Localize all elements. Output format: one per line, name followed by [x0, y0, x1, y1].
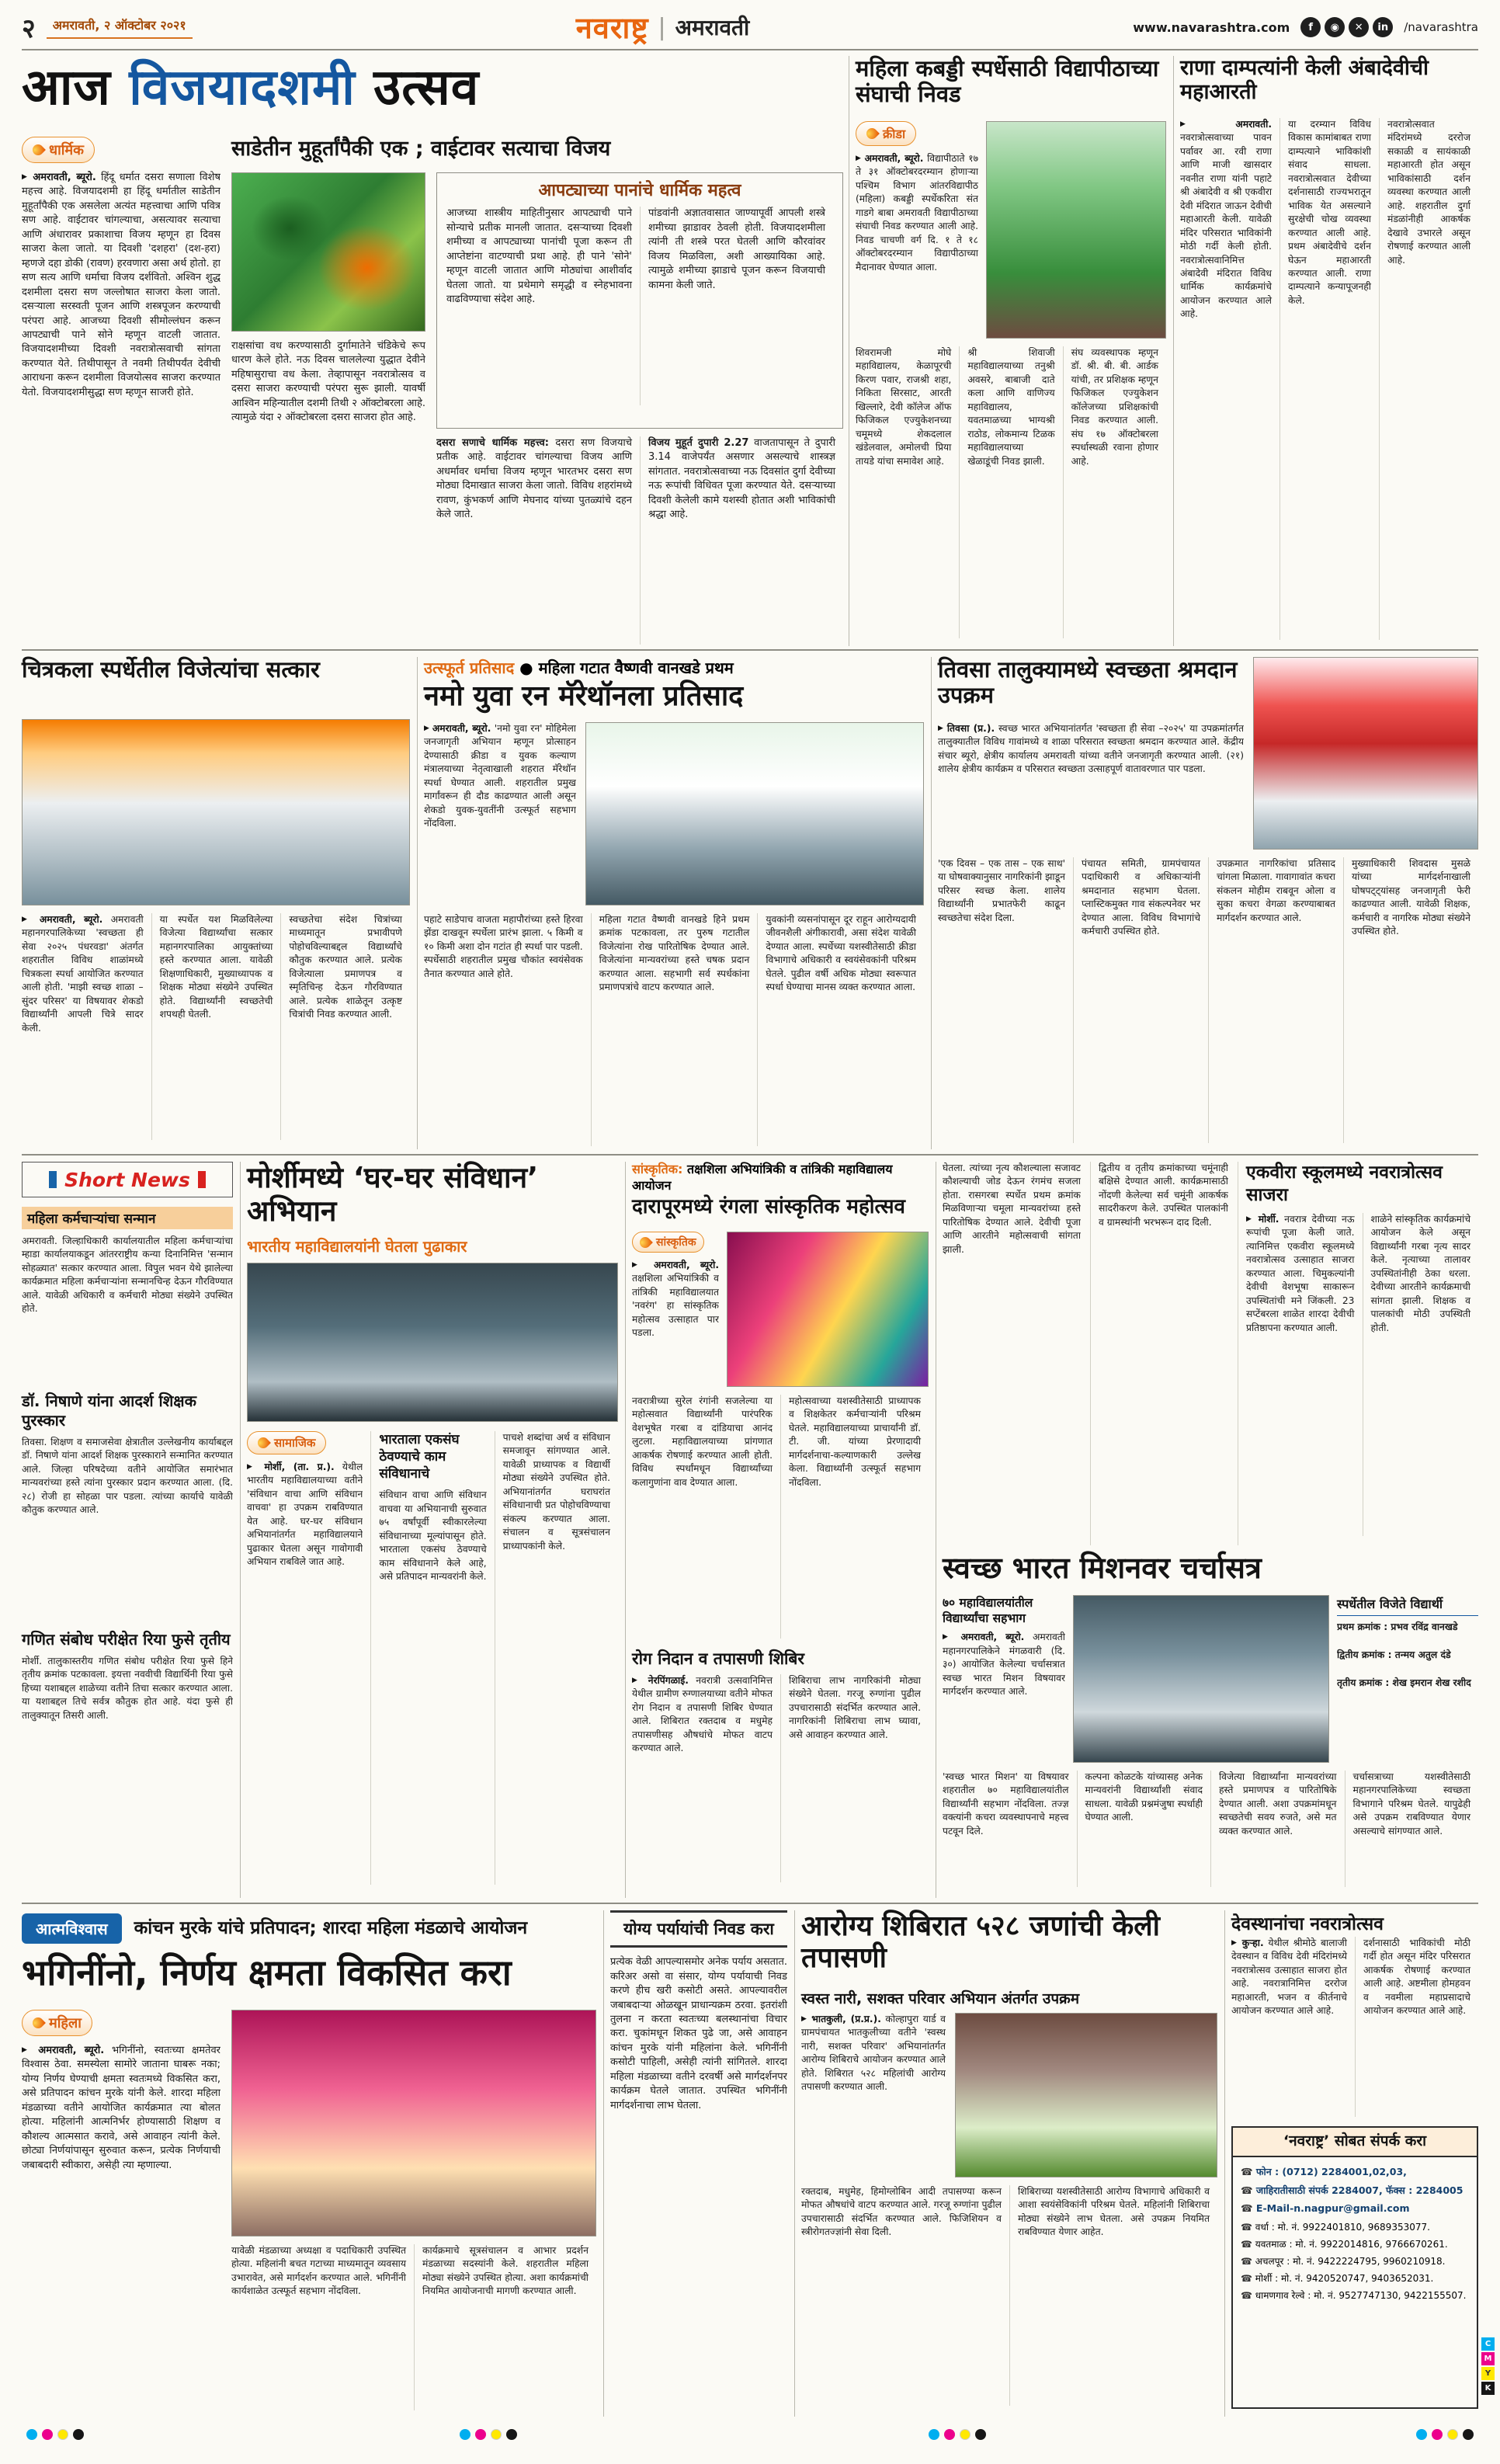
short-item-head: डॉ. निषाणे यांना आदर्श शिक्षक पुरस्कार — [22, 1392, 197, 1430]
badge-label: सांस्कृतिक — [656, 1236, 696, 1249]
article-column: नवरात्रोत्सवात मंदिरांमध्ये दररोज सकाळी व सायंकाळी महाआरती होत असून भाविकांसाठी दर्शन व्यवस्था करण्यात आली आहे. शहरातील दुर्गा मंडळांनीही आकर्षक देखावे उभारले असून रोषणाई करण्यात आली आहे. — [1379, 118, 1478, 640]
byline: ▶ कुऱ्हा. — [1231, 1937, 1264, 1948]
yellow-dot — [57, 2429, 68, 2440]
kicker-orange: सांस्कृतिक: — [632, 1162, 683, 1176]
article-column: महिला गटात वैष्णवी वानखडे हिने प्रथम क्रमांक पटकावला, तर पुरुष गटातील विजेत्यांना रोख पारितोषिक देण्यात आले. विजेत्यांना मान्यवरांच्या हस्ते चषक प्रदान करण्यात आला. सहभागी सर्व स्पर्धकांना प्रमाणपत्रांचे वाटप करण्यात आले. — [591, 913, 758, 1146]
short-news-header — [22, 1162, 233, 1197]
short-item-body: अमरावती. जिल्हाधिकारी कार्यालयातील महिला कर्मचाऱ्यांचा म्हाडा कार्यालयाकडून आंतरराष्ट्रीय कन्या दिनानिमित्त 'सन्मान सोहळ्यात' सत्कार करण्यात आला. विपुल भवन येथे झालेल्या कार्यक्रमात महिला कर्मचाऱ्यांना सन्मानचिन्ह देऊन गौरविण्यात आले. यावेळी अधिकारी व कर्मचारी मोठ्या संख्येने उपस्थित होते. — [22, 1235, 233, 1315]
article-column: शिबिराचा लाभ नागरिकांनी मोठ्या संख्येने घेतला. गरजू रुग्णांना पुढील उपचारासाठी संदर्भित करण्यात आले. नागरिकांनी शिबिराचा लाभ घ्यावा, असे आवाहन करण्यात आले. — [780, 1674, 929, 1882]
article-column — [436, 436, 640, 645]
article-text: नवरात्री उत्सवानिमित्त येथील ग्रामीण रुग्णालयाच्या वतीने मोफत रोग निदान व तपासणी शिबिर घेण्यात आले. शिबिरात रक्तदाब व मधुमेह तपासणीसह औषधांचे मोफत वाटप करण्यात आले. — [632, 1675, 773, 1754]
contact-line: ☎ अचलपूर : मो. नं. 9422224795, 9960210918. — [1241, 2254, 1469, 2268]
winner-line: तृतीय क्रमांक : शेख इमरान शेख रशीद — [1337, 1677, 1471, 1688]
short-item-body: मोर्शी. तालुकास्तरीय गणित संबोध परीक्षेत रिया फुसे हिने तृतीय क्रमांक पटकावला. इयत्ता नववीची विद्यार्थिनी रिया फुसे हिच्या यशाबद्दल शाळेच्या वतीने तिचा सत्कार करण्यात आला. या यशाबद्दल तिचे सर्वत्र कौतुक होत आहे. यंदा फुसे ही तालुक्यातून तिसरी आली. — [22, 1656, 233, 1721]
website-url[interactable]: www.navarashtra.com — [1133, 19, 1290, 35]
article-text: नवरात्र देवीच्या नऊ रूपांची पूजा केली जाते. त्यानिमित्त एकवीरा स्कूलमध्ये नवरात्रोत्सव उत्साहात साजरा करण्यात आला. चिमुकल्यांनी देवीची वेशभूषा साकारून उपस्थितांची मने जिंकली. 23 सप्टेंबरला शाळेत शारदा देवीची प्रतिष्ठापना करण्यात आली. — [1246, 1214, 1355, 1333]
registration-marks-midright — [929, 2429, 986, 2440]
short-news-item — [22, 1630, 233, 1826]
page-number: २ — [22, 13, 36, 44]
article-headline: नमो युवा रन मॅरेथॉनला प्रतिसाद — [424, 680, 744, 712]
winners-title: स्पर्धेतील विजेते विद्यार्थी — [1337, 1595, 1478, 1616]
article-column: उपक्रमात नागरिकांचा प्रतिसाद चांगला मिळाला. गावागावांत कचरा संकलन मोहीम राबवून ओला व सुका कचरा वेगळा करण्याबाबत मार्गदर्शन करण्यात आले. — [1208, 857, 1343, 1143]
article-chitrakala — [22, 657, 410, 1149]
article-kabaddi — [856, 56, 1166, 646]
contact-line: ☎ जाहिरातीसाठी संपर्क 2284007, फॅक्स : 2284005 — [1241, 2184, 1469, 2198]
article-column: पाचशे शब्दांचा अर्थ व संविधान समजावून सांगण्यात आले. यावेळी प्राध्यापक व विद्यार्थी मोठ्या संख्येने उपस्थित होते. अभियानांतर्गत घराघरांत संविधानाची प्रत पोहोचविण्याचा संकल्प करण्यात आला. संचालन व सूत्रसंचालन प्राध्यापकांनी केले. — [495, 1431, 618, 1885]
article-text: दसरा सण विजयाचे प्रतीक आहे. वाईटावर चांगल्याचा विजय आणि अधर्मावर धर्माचा विजय म्हणून भारतभर दसरा सण मोठ्या दिमाखात साजरा केला जातो. विविध शहरांमध्ये रावण, कुंभकर्ण आणि मेघनाद यांच्या पुतळ्यांचे दहन केले जाते. — [436, 437, 632, 521]
contact-line: ☎ फोन : (0712) 2284001,02,03, — [1241, 2165, 1469, 2180]
flame-icon — [255, 1435, 271, 1451]
column-rule — [417, 657, 418, 1149]
photo-bhagini-gathering — [231, 2010, 596, 2236]
article-rana — [1180, 56, 1478, 646]
article-headline: आरोग्य शिबिरात ५२८ जणांची केली तपासणी — [801, 1910, 1161, 1975]
arogya-intro-col — [801, 2013, 946, 2177]
article-subhead: स्वस्त नारी, सशक्त परिवार अभियान अंतर्गत उपक्रम — [801, 1990, 1080, 2007]
article-headline: भगिनींनो, निर्णय क्षमता विकसित करा — [22, 1951, 512, 1993]
article-text: तक्षशिला अभियांत्रिकी व तांत्रिकी महाविद्यालयात 'नवरंग' हा सांस्कृतिक महोत्सव उत्साहात पार पडला. — [632, 1273, 719, 1339]
article-darapur — [632, 1162, 929, 1898]
badge-dharmik — [22, 137, 95, 163]
masthead — [576, 7, 750, 47]
short-item-head: महिला कर्मचाऱ्यांचा सन्मान — [22, 1207, 233, 1229]
magenta-dot — [475, 2429, 486, 2440]
article-column: या दरम्यान विविध विकास कामांबाबत राणा दाम्पत्याने भाविकांशी संवाद साधला. नवरात्रोत्सवात देवीच्या दर्शनासाठी राज्यभरातून भाविक येत असल्याने सुरक्षेची चोख व्यवस्था करण्यात आली आहे. प्रथम अंबादेवीचे दर्शन घेऊन महाआरती करण्यात आली. राणा दाम्पत्याने कन्यापूजनही केले. — [1280, 118, 1379, 640]
yellow-dot — [960, 2429, 970, 2440]
band-rule — [22, 1154, 1478, 1156]
article-column — [632, 1674, 780, 1882]
article-column: पहाटे साडेपाच वाजता महापौरांच्या हस्ते हिरवा झेंडा दाखवून स्पर्धेला प्रारंभ झाला. ५ किमी व १० किमी अशा दोन गटांत ही स्पर्धा पार पडली. स्पर्धेसाठी शहरातील प्रमुख चौकांत स्वयंसेवक तैनात करण्यात आले होते. — [424, 914, 583, 979]
byline: ▶ अमरावती, ब्यूरो. — [424, 723, 491, 734]
magenta-dot — [42, 2429, 53, 2440]
flame-icon — [30, 2015, 46, 2031]
headline-part-pre: आज — [22, 59, 130, 116]
article-text: कोल्हापुरा यार्ड व ग्रामपंचायत भातकुलीच्या वतीने 'स्वस्थ नारी, सशक्त परिवार' अभियानांतर्गत आरोग्य शिबिराचे आयोजन करण्यात आले होते. शिबिरात ५२८ महिलांची आरोग्य तपासणी करण्यात आली. — [801, 2014, 946, 2093]
contact-line: ☎ धामणगाव रेल्वे : मो. नं. 9527747130, 9422155507. — [1241, 2288, 1469, 2302]
kicker — [632, 1162, 929, 1196]
band3-right — [943, 1162, 1478, 1898]
article-text: अमरावती महानगरपालिकेने मंगळवारी (दि. ३०) आयोजित केलेल्या चर्चासत्रात स्वच्छ भारत मिशन विषयावर मार्गदर्शन करण्यात आले. — [943, 1632, 1065, 1698]
vijayadashami-col-b — [231, 172, 425, 645]
magenta-dot — [1432, 2429, 1443, 2440]
magenta-dot — [944, 2429, 955, 2440]
article-text: राक्षसांचा वध करण्यासाठी दुर्गामातेने चंडिकेचे रूप धारण केले होते. नऊ दिवस चाललेल्या युद्धात देवीने महिषासुराचा वध केला. तेव्हापासून नवरात्रोत्सव व दसरा साजरा करण्याची परंपरा सुरू झाली. यावर्षी आश्विन महिन्यातील दशमी तिथी २ ऑक्टोबरला आहे. त्यामुळे यंदा २ ऑक्टोबरला दसरा साजरा होत आहे. — [231, 340, 425, 424]
brand-logo: नवराष्ट्र — [575, 11, 649, 45]
linkedin-icon[interactable]: in — [1373, 17, 1393, 37]
headline-part-post: उत्सव — [355, 59, 480, 116]
article-text: विद्यापीठाते १७ ते ३१ ऑक्टोबरदरम्यान होणाऱ्या पश्चिम विभाग आंतरविद्यापीठ (महिला) कबड्डी स्पर्धेकरिता संत गाडगे बाबा अमरावती विद्यापीठाच्या संघाची निवड करण्यात आली आहे. निवड चाचणी वर्ग दि. १ ते १८ ऑक्टोबरदरम्यान विद्यापीठाच्या मैदानावर घेण्यात आला. — [856, 153, 978, 273]
band-rule — [22, 1903, 1478, 1904]
cmyk-c-swatch: C — [1481, 2337, 1495, 2351]
bhagini-col-a — [22, 2010, 220, 2410]
article-column: दर्शनासाठी भाविकांची मोठी गर्दी होत असून मंदिर परिसरात आकर्षक रोषणाई करण्यात आली आहे. अष्टमीला होमहवन व नवमीला महाप्रसादाचे आयोजन करण्यात आले आहे. — [1355, 1937, 1478, 2117]
photo-swachh-seminar — [1073, 1595, 1329, 1763]
article-column: पंचायत समिती, ग्रामपंचायत पदाधिकारी व अधिकाऱ्यांनी श्रमदानात सहभाग घेतला. प्लास्टिकमुक्त गाव संकल्पनेवर भर देण्यात आला. विविध विभागांचे कर्मचारी उपस्थित होते. — [1073, 857, 1208, 1143]
article-column — [640, 436, 843, 645]
article-column: शिबिराच्या यशस्वीतेसाठी आरोग्य विभागाचे अधिकारी व आशा स्वयंसेविकांनी परिश्रम घेतले. महिलांनी शिबिराचा मोठ्या संख्येने लाभ घेतला. असे उपक्रम नियमित राबविण्यात येणार आहेत. — [1009, 2185, 1217, 2406]
short-news-item — [22, 1392, 233, 1619]
byline: ▶ अमरावती, ब्यूरो. — [22, 172, 96, 183]
page-header — [22, 8, 1478, 47]
flame-icon — [637, 1235, 653, 1250]
vijayadashami-col-cd — [436, 172, 843, 645]
article-column: 'स्वच्छ भारत मिशन' या विषयावर शहरातील ७० महाविद्यालयांतील विद्यार्थ्यांनी सहभाग नोंदविला. तज्ज्ञ वक्त्यांनी कचरा व्यवस्थापनाचे महत्त्व पटवून दिले. — [943, 1771, 1069, 1837]
article-column: स्वच्छतेचा संदेश चित्रांच्या माध्यमातून प्रभावीपणे पोहोचविल्याबद्दल विद्यार्थ्यांचे कौतुक करण्यात आले. प्रत्येक विजेत्याला प्रमाणपत्र व स्मृतिचिन्ह देऊन गौरविण्यात आले. प्रत्येक शाळेतून उत्कृष्ट चित्रांची निवड करण्यात आली. — [280, 913, 410, 1140]
flame-icon — [864, 126, 880, 141]
article-column — [247, 1431, 370, 1885]
byline: ▶ मोर्शी, (ता. प्र.). — [247, 1461, 335, 1472]
black-dot — [506, 2429, 517, 2440]
column-rule — [1173, 56, 1174, 646]
black-dot — [1463, 2429, 1474, 2440]
cyan-dot — [929, 2429, 939, 2440]
article-column: श्री शिवाजी महाविद्यालयाच्या तनुश्री अवसरे, बाबाजी दाते कला आणि वाणिज्य महाविद्यालय, यवतमाळच्या भाग्यश्री राठोड, लोकमान्य टिळक महाविद्यालयाच्या खेळाडूंची निवड झाली. — [959, 346, 1062, 638]
article-text: येथील श्रीमोठे बालाजी देवस्थान व विविध देवी मंदिरांमध्ये नवरात्रोत्सव उत्साहात साजरा होत आहे. नवरात्रानिमित्त दररोज महाआरती, भजन व कीर्तनाचे आयोजन करण्यात आले आहे. — [1231, 1937, 1347, 2017]
darapur-continuation-column: द्वितीय व तृतीय क्रमांकाच्या चमूंनाही बक्षिसे देण्यात आली. कार्यक्रमासाठी नोंदणी केलेल्या सर्व चमूंनी आकर्षक सादरीकरण केले. उपस्थित पालकांनी व ग्रामस्थांनी भरभरून दाद दिली. — [1090, 1162, 1228, 1545]
kicker-black: तक्षशिला अभियांत्रिकी व तांत्रिकी महाविद्यालय आयोजन — [632, 1162, 893, 1193]
byline: ▶ भातकुली, (प्र.प्र.). — [801, 2014, 881, 2024]
subheadline: साडेतीन मुहूर्तांपैकी एक ; वाईटावर सत्याचा विजय — [231, 137, 611, 161]
winner-line: प्रथम क्रमांक : प्रभव रविंद्र वानखडे — [1337, 1621, 1458, 1632]
article-subhead: ७० महाविद्यालयांतील विद्यार्थ्यांचा सहभाग — [943, 1596, 1033, 1626]
article-subhead: भारतीय महाविद्यालयांनी घेतला पुढाकार — [247, 1237, 467, 1256]
byline: ▶ मोर्शी. — [1246, 1214, 1279, 1225]
box-column: आजच्या शास्त्रीय माहितीनुसार आपट्याची पाने सोन्याचे प्रतीक मानली जातात. दसऱ्याच्या दिवशी शमीच्या व आपट्याच्या पानांची पूजा करून ती आप्तेष्टांना वाटण्याची प्रथा आहे. ही पाने 'सोने' म्हणून वाटली जातात आणि मोठ्यांचा आशीर्वाद घेतला जातो. या प्रथेमागे समृद्धी व स्नेहभावना वाढविण्याचा संदेश आहे. — [446, 207, 632, 306]
darapur-badge-col — [632, 1232, 719, 1387]
article-column: शाळेने सांस्कृतिक कार्यक्रमांचे आयोजन केले असून विद्यार्थ्यांनी गरबा नृत्य सादर केले. नृत्याच्या तालावर उपस्थितांनीही ठेका धरला. देवीच्या आरतीने कार्यक्रमाची सांगता झाली. शिक्षक व पालकांची मोठी उपस्थिती होती. — [1363, 1213, 1479, 1536]
byline: ▶ अमरावती. — [1180, 119, 1272, 130]
byline: ▶ अमरावती, ब्यूरो. — [856, 153, 923, 164]
article-ekvira — [1238, 1162, 1478, 1545]
short-news-item — [22, 1207, 233, 1381]
article-text: येथील भारतीय महाविद्यालयाच्या वतीने 'संविधान वाचा आणि संविधान वाचवा' हा उपक्रम राबविण्यात येत आहे. घर-घर संविधान अभियानांतर्गत महाविद्यालयाने पुढाकार घेतला असून गावोगावी अभियान राबविले जात आहे. — [247, 1461, 363, 1568]
social-handle[interactable]: /navarashtra — [1404, 20, 1478, 34]
photo-chitrakala-felicitation — [22, 719, 410, 905]
contact-line[interactable]: ☎ E-Mail-n.nagpur@gmail.com — [1241, 2202, 1469, 2216]
badge-label: क्रीडा — [883, 127, 906, 141]
byline: ▶ अमरावती, ब्यूरो. — [22, 914, 102, 925]
badge-mahila — [22, 2010, 92, 2036]
article-column: नवरात्रीच्या सुरेल रंगांनी सजलेल्या या महोत्सवात विद्यार्थ्यांनी पारंपरिक वेशभूषेत गरबा व दांडियाचा आनंद लुटला. महाविद्यालयाच्या प्रांगणात आकर्षक रोषणाई करण्यात आली होती. विविध स्पर्धांमधून विद्यार्थ्यांच्या कलागुणांना वाव देण्यात आला. — [632, 1395, 773, 1488]
byline: ▶ अमरावती, ब्यूरो. — [943, 1632, 1024, 1642]
cmyk-k-swatch: K — [1481, 2382, 1495, 2395]
article-text: स्वच्छ भारत अभियानांतर्गत 'स्वच्छता ही सेवा –२०२५' या उपक्रमांतर्गत तालुक्यातील विविध गावांमध्ये व शाळा परिसरात स्वच्छता श्रमदान करण्यात आले. केंद्रीय संचार ब्यूरो, क्षेत्रीय कार्यालय अमरावती यांच्या वतीने जनजागृती करण्यात आली. (२१) शालेय क्षेत्रीय कार्यक्रम व परिसरात स्वच्छता उत्साहपूर्ण वातावरणात पार पडला. — [938, 723, 1244, 775]
article-headline: रोग निदान व तपासणी शिबिर — [632, 1649, 805, 1668]
photo-namo-run-group — [585, 722, 924, 905]
box-title: आपट्याच्या पानांचे धार्मिक महत्व — [538, 181, 741, 200]
article-column: मुख्याधिकारी शिवदास मुसळे यांच्या मार्गदर्शनाखाली घोषपट्ट्यांसह जनजागृती फेरी काढण्यात आली. यावेळी शिक्षक, कर्मचारी व नागरिक मोठ्या संख्येने उपस्थित होते. — [1343, 857, 1478, 1143]
short-item-head: गणित संबोध परीक्षेत रिया फुसे तृतीय — [22, 1630, 231, 1649]
article-headline: एकवीरा स्कूलमध्ये नवरात्रोत्सव साजरा — [1246, 1162, 1443, 1205]
bhagini-right — [231, 2010, 596, 2410]
registration-marks-right — [1416, 2429, 1474, 2440]
cmyk-y-swatch: Y — [1481, 2367, 1495, 2380]
contact-title: ‘नवराष्ट्र’ सोबत संपर्क करा — [1233, 2128, 1477, 2157]
short-news-title: Short News — [64, 1168, 190, 1191]
badge-krida — [856, 121, 916, 146]
column-rule — [603, 1910, 604, 2417]
article-column: चर्चासत्राच्या यशस्वीतेसाठी महानगरपालिकेच्या स्वच्छता विभागाने परिश्रम घेतले. यापुढेही असे उपक्रम राबविण्यात येणार असल्याचे सांगण्यात आले. — [1345, 1771, 1479, 1887]
article-text: प्रत्येक वेळी आपल्यासमोर अनेक पर्याय असतात. करिअर असो वा संसार, योग्य पर्यायाची निवड करणे हीच खरी कसोटी असते. आपल्यावरील जबाबदाऱ्या ओळखून प्राधान्यक्रम ठरवा. इतरांशी तुलना न करता स्वतःच्या बलस्थानांचा विचार करा. चुकांमधून शिकत पुढे जा, असे आवाहन कांचन मुरके यांनी महिलांना केले. भगिनींनी कसोटी पाहिली, असेही त्यांनी सांगितले. शारदा महिला मंडळाच्या वतीने दरवर्षी असे मार्गदर्शनपर कार्यक्रम घेतले जातात. उपस्थित भगिनींनी मार्गदर्शनाचा लाभ घेतला. — [610, 1956, 787, 2111]
article-column: विजेत्या विद्यार्थ्यांना मान्यवरांच्या हस्ते प्रमाणपत्र व पारितोषिके देण्यात आली. अशा उपक्रमांमधून स्वच्छतेची सवय रुजते, असे मत व्यक्त करण्यात आले. — [1210, 1771, 1345, 1887]
lead-in: विजय मुहूर्त दुपारी 2.27 — [648, 437, 749, 449]
photo-arogya-camp — [955, 2013, 1217, 2177]
yellow-dot — [1447, 2429, 1458, 2440]
badge-sanskrutik — [632, 1232, 704, 1253]
contact-box — [1231, 2126, 1478, 2409]
cmyk-strip — [1481, 2337, 1495, 2395]
masthead-divider: | — [658, 13, 666, 41]
darapur-continuation-column: घेतला. त्यांच्या नृत्य कौशल्याला सजावट कौशल्याची जोड देऊन रंगमंच सजला होता. रासगरबा स्पर्धेत प्रथम क्रमांक मिळविणाऱ्या चमूला मान्यवरांच्या हस्ते पारितोषिक देण्यात आले. देवीची पूजा आणि आरतीने महोत्सवाची सांगता झाली. — [943, 1162, 1081, 1255]
accent-bar — [49, 1171, 57, 1188]
black-dot — [73, 2429, 84, 2440]
black-dot — [975, 2429, 986, 2440]
article-rog-nidan — [632, 1648, 929, 1882]
column-rule — [931, 657, 932, 1149]
article-headline: दारापूरमध्ये रंगला सांस्कृतिक महोत्सव — [632, 1195, 905, 1218]
article-text: संविधान वाचा आणि संविधान वाचवा या अभियानाची सुरुवात ७५ वर्षांपूर्वी स्वीकारलेल्या संविधानाच्या मूल्यांपासून होते. भारताला एकसंघ ठेवण्याचे काम संविधानाने केले आहे, असे प्रतिपादन मान्यवरांनी केले. — [379, 1489, 487, 1582]
column-rule — [240, 1162, 241, 1898]
inner-headline: भारताला एकसंघ ठेवण्याचे काम संविधानाचे — [379, 1432, 460, 1482]
photo-kabaddi-gate — [986, 121, 1166, 339]
byline: ▶ नेरपिंगळाई. — [632, 1675, 689, 1686]
contact-line: ☎ वर्धा : मो. नं. 9922401810, 9689353077. — [1241, 2220, 1469, 2233]
article-headline: तिवसा तालुक्यामध्ये स्वच्छता श्रमदान उपक्रम — [938, 656, 1238, 709]
article-text: नवरात्रोत्सवाच्या पावन पर्वावर आ. रवी राणा आणि माजी खासदार नवनीत राणा यांनी पहाटे श्री अंबादेवी व श्री एकवीरा देवी मंदिरात जाऊन देवीची महाआरती केली. यावेळी मंदिर परिसरात भाविकांनी मोठी गर्दी केली होती. नवरात्रोत्सवानिमित्त अंबादेवी मंदिरात विविध धार्मिक कार्यक्रमांचे आयोजन करण्यात आले आहे. — [1180, 132, 1272, 320]
photo-tivasa-shramdan — [1253, 657, 1478, 850]
article-namo-run — [424, 657, 924, 1149]
box-column: पांडवांनी अज्ञातवासात जाण्यापूर्वी आपली शस्त्रे शमीच्या झाडावर ठेवली होती. विजयादशमीला त्यांनी ती शस्त्रे परत घेतली आणि कौरवांवर विजय मिळविला, अशी आख्यायिका आहे. त्यामुळे शमीच्या झाडाचे पूजन करून विजयाची कामना केली जाते. — [640, 207, 833, 405]
tivasa-left — [938, 657, 1244, 850]
article-text: हिंदू धर्मात दसरा सणाला विशेष महत्त्व आहे. विजयादशमी हा हिंदू धर्मातील साडेतीन मुहूर्तांपैकी एक असलेला अत्यंत महत्त्वाचा आणि पवित्र सण आहे. वाईटावर चांगल्याचा, असत्यावर सत्याचा आणि अंधारावर प्रकाशाचा विजय म्हणून हा दिवस साजरा केला जातो. या दिवशी 'दशहरा' (दश-हरा) म्हणजे दहा डोकी (रावण) हरवणारा असा अर्थ होतो. हा सण सत्य आणि धर्माचा विजय दर्शवितो. अश्विन शुद्ध दशमीला दसरा सण जल्लोषात साजरा केला जातो. दसऱ्याला सरस्वती पूजन आणि शस्त्रपूजन करण्याची परंपरा आहे. आजच्या दिवशी सीमोल्लंघन करून आपट्याची पाने सोने म्हणून वाटली जातात. विजयादशमीच्या दिवशी नवरात्रोत्सवाची सांगता करण्यात येते. तिथीपासून ते नवमी तिथीपर्यंत देवीची आराधना करून दशमीला विजयोत्सव साजरा करण्यात येतो. विजयादशमीसुद्धा सण म्हणून साजरी होते. — [22, 172, 220, 398]
article-headline: स्वच्छ भारत मिशनवर चर्चासत्र — [943, 1551, 1262, 1585]
social-icons — [1300, 17, 1393, 37]
kicker — [424, 657, 924, 680]
article-yogya — [610, 1910, 787, 2417]
article-column: रक्तदाब, मधुमेह, हिमोग्लोबिन आदी तपासण्या करून मोफत औषधांचे वाटप करण्यात आले. गरजू रुग्णांना पुढील उपचारासाठी संदर्भित करण्यात आले. फिजिशियन व स्त्रीरोगतज्ज्ञांनी सेवा दिली. — [801, 2186, 1002, 2238]
badge-label: सामाजिक — [274, 1436, 316, 1450]
kicker: कांचन मुरके यांचे प्रतिपादन; शारदा महिला मंडळाचे आयोजन — [134, 1917, 528, 1938]
badge-atmavishwas: आत्मविश्वास — [22, 1913, 122, 1944]
namo-intro-col — [424, 722, 576, 905]
article-column — [22, 913, 151, 1140]
band-rule — [22, 649, 1478, 651]
article-text: भगिनींनो, स्वतःच्या क्षमतेवर विश्वास ठेवा. समस्येला सामोरे जाताना घाबरू नका; योग्य निर्णय घेण्याची क्षमता स्वतःमध्ये विकसित करा, असे प्रतिपादन कांचन मुरके यांनी केले. शारदा महिला मंडळाच्या वतीने आयोजित कार्यक्रमात त्या बोलत होत्या. महिलांनी आत्मनिर्भर होण्यासाठी शिक्षण व कौशल्य आत्मसात करावे, असे आवाहन त्यांनी केले. छोट्या निर्णयांपासून सुरुवात करून, प्रत्येक निर्णयाची जबाबदारी स्वीकारा, असेही त्या म्हणाल्या. — [22, 2045, 220, 2171]
article-headline: देवस्थानांचा नवरात्रोत्सव — [1231, 1914, 1384, 1934]
article-column: यावेळी मंडळाच्या अध्यक्षा व पदाधिकारी उपस्थित होत्या. महिलांनी बचत गटाच्या माध्यमातून व्यवसाय उभारावेत, असे मार्गदर्शन करण्यात आले. भगिनींनी कार्यशाळेत उत्स्फूर्त सहभाग नोंदविला. — [231, 2245, 406, 2297]
article-vijayadashami — [22, 137, 843, 645]
lead-in: दसरा सणाचे धार्मिक महत्त्व: — [436, 437, 549, 449]
registration-marks-left — [26, 2429, 84, 2440]
cyan-dot — [460, 2429, 470, 2440]
article-swachh-mission — [943, 1552, 1478, 1887]
badge-label: धार्मिक — [49, 142, 84, 158]
header-rule — [22, 49, 1478, 50]
byline: ▶ अमरावती, ब्यूरो. — [632, 1260, 719, 1270]
kabaddi-intro-col — [856, 121, 978, 339]
brand-edition: अमरावती — [675, 15, 750, 40]
lead-headline — [22, 56, 843, 130]
page-date: अमरावती, २ ऑक्टोबर २०२१ — [47, 16, 193, 39]
badge-samajik — [247, 1431, 326, 1454]
contact-line: ☎ यवतमाळ : मो. नं. 9922014816, 9766670261. — [1241, 2237, 1469, 2250]
short-news-column — [22, 1162, 233, 1898]
x-icon[interactable]: ✕ — [1349, 17, 1369, 37]
article-tivasa — [938, 657, 1478, 1149]
kicker-orange: उत्स्फूर्त प्रतिसाद — [424, 659, 515, 677]
article-headline: चित्रकला स्पर्धेतील विजेत्यांचा सत्कार — [22, 656, 320, 683]
article-bhagini — [22, 1910, 596, 2417]
article-headline: योग्य पर्यायांची निवड करा — [610, 1910, 787, 1948]
band4-right — [1231, 1910, 1478, 2417]
article-column — [1180, 118, 1280, 640]
contact-line: ☎ मोर्शी : मो. नं. 9420520747, 9403652031. — [1241, 2271, 1469, 2285]
article-column — [1246, 1213, 1363, 1536]
instagram-icon[interactable]: ◉ — [1325, 17, 1345, 37]
yellow-dot — [491, 2429, 502, 2440]
byline: ▶ अमरावती, ब्यूरो. — [22, 2045, 104, 2056]
article-column: संघ व्यवस्थापक म्हणून डॉ. श्री. बी. बी. आर्डक यांची, तर प्रशिक्षक म्हणून फिजिकल एज्युकेशन कॉलेजच्या प्रशिक्षकांची निवड करण्यात आली. संघ १७ ऑक्टोबरला स्पर्धास्थळी रवाना होणार आहे. — [1063, 346, 1166, 638]
column-rule — [625, 1162, 626, 1898]
photo-morshi-classroom — [247, 1263, 618, 1422]
flame-icon — [30, 142, 46, 158]
article-column — [370, 1431, 494, 1885]
article-arogya — [801, 1910, 1217, 2417]
article-column — [1231, 1937, 1355, 2117]
cyan-dot — [1416, 2429, 1427, 2440]
photo-vijayadashami-parrot — [231, 172, 425, 332]
headline-part-main: विजयादशमी — [129, 59, 356, 116]
column-rule — [1224, 1910, 1225, 2417]
apta-leaves-box — [436, 172, 843, 429]
swachh-winners — [1337, 1595, 1478, 1763]
facebook-icon[interactable]: f — [1300, 17, 1321, 37]
registration-marks-midleft — [460, 2429, 517, 2440]
column-rule — [794, 1910, 795, 2417]
article-headline: राणा दाम्पत्यांनी केली अंबादेवीची महाआरती — [1180, 56, 1429, 105]
cyan-dot — [26, 2429, 37, 2440]
article-column: महोत्सवाच्या यशस्वीतेसाठी प्राध्यापक व शिक्षकेतर कर्मचाऱ्यांनी परिश्रम घेतले. महाविद्यालयाच्या प्राचार्यांनी डॉ. टी. जी. यांच्या प्रेरणादायी मार्गदर्शनाचा-कल्याणकारी उल्लेख केला. विद्यार्थ्यांनी उत्स्फूर्त सहभाग नोंदविला. — [780, 1395, 929, 1639]
article-morshi-samvidhan — [247, 1162, 618, 1898]
photo-darapur-dance — [727, 1232, 929, 1387]
article-column: या स्पर्धेत यश मिळविलेल्या विजेत्या विद्यार्थ्यांचा सत्कार महानगरपालिका आयुक्तांच्या हस्ते करण्यात आला. यावेळी शिक्षणाधिकारी, मुख्याध्यापक व शिक्षक मोठ्या संख्येने उपस्थित होते. विद्यार्थ्यांनी स्वच्छतेची शपथही घेतली. — [151, 913, 281, 1140]
swachh-intro-col — [943, 1595, 1065, 1763]
badge-label: महिला — [49, 2015, 82, 2031]
byline: ▶ तिवसा (प्र.). — [938, 723, 995, 734]
article-column: शिवरामजी मोघे महाविद्यालय, केळापूरची किरण पवार, राजश्री शहा, निकिता सिरसाट, आरती खिल्लारे, देवी कॉलेज ऑफ फिजिकल एज्युकेशनच्या चमूमध्ये शेकदलाल खंडेलवाल, अमोलची प्रिया तायडे यांचा समावेश आहे. — [856, 347, 952, 467]
kicker-black: ● महिला गटात वैष्णवी वानखडे प्रथम — [514, 659, 734, 677]
short-item-body: तिवसा. शिक्षण व समाजसेवा क्षेत्रातील उल्लेखनीय कार्याबद्दल डॉ. निषाणे यांना आदर्श शिक्षक पुरस्काराने सन्मानित करण्यात आले. जिल्हा परिषदेच्या वतीने आयोजित समारंभात मान्यवरांच्या हस्ते त्यांना पुरस्कार प्रदान करण्यात आला. (दि. २८) रोजी हा सोहळा पार पडला. त्यांच्या कार्याचे यावेळी कौतुक करण्यात आले. — [22, 1437, 233, 1516]
article-headline: महिला कबड्डी स्पर्धेसाठी विद्यापीठाच्या संघाची निवड — [856, 55, 1159, 108]
article-column: कार्यक्रमाचे सूत्रसंचालन व आभार प्रदर्शन मंडळाच्या सदस्यांनी केले. शहरातील महिला मोठ्या संख्येने उपस्थित होत्या. अशा कार्यक्रमांची नियमित आयोजनाची मागणी करण्यात आली. — [414, 2244, 596, 2410]
accent-bar — [198, 1171, 206, 1188]
article-column: 'एक दिवस – एक तास – एक साथ' या घोषवाक्यानुसार नागरिकांनी झाडून परिसर स्वच्छ केला. शालेय विद्यार्थ्यांनी प्रभातफेरी काढून स्वच्छतेचा संदेश दिला. — [938, 858, 1065, 923]
cmyk-m-swatch: M — [1481, 2352, 1495, 2365]
vijayadashami-right — [231, 137, 843, 645]
article-column: युवकांनी व्यसनांपासून दूर राहून आरोग्यदायी जीवनशैली अंगीकारावी, असा संदेश यावेळी देण्यात आला. स्पर्धेच्या यशस्वीतेसाठी क्रीडा विभागाचे अधिकारी व स्वयंसेवकांनी परिश्रम घेतले. पुढील वर्षी अधिक मोठ्या स्वरूपात स्पर्धा घेण्याचा मानस व्यक्त करण्यात आला. — [757, 913, 924, 1146]
article-text: वाजतापासून ते दुपारी 3.14 वाजेपर्यंत असणार असल्याचे शास्त्रज्ञ सांगतात. नवरात्रोत्सवाच्या नऊ दिवसांत दुर्गा देवीच्या नऊ रूपांची विधिवत पूजा करण्यात येते. दसऱ्याच्या दिवशी केलेली कामे यशस्वी होतात अशी भाविकांची श्रद्धा आहे. — [648, 437, 835, 521]
article-text: 'नमो युवा रन' मोहिमेला जनजागृती अभियान म्हणून प्रोत्साहन देण्यासाठी क्रीडा व युवक कल्याण मंत्रालयाच्या नेतृत्वाखाली शहरात मॅरेथॉन स्पर्धा घेण्यात आली. शहरातील प्रमुख मार्गांवरून ही दौड काढण्यात आली असून शेकडो युवक-युवतींनी उत्स्फूर्त सहभाग नोंदविला. — [424, 723, 576, 829]
article-headline: मोर्शीमध्ये ‘घर-घर संविधान’ अभियान — [247, 1161, 539, 1228]
article-column: कल्पना कोळटके यांच्यासह अनेक मान्यवरांनी विद्यार्थ्यांशी संवाद साधला. यावेळी प्रश्नमंजुषा स्पर्धाही घेण्यात आली. — [1077, 1771, 1211, 1887]
vijayadashami-col-a — [22, 137, 220, 645]
article-text: अमरावती महानगरपालिकेच्या 'स्वच्छता ही सेवा २०२५ पंधरवडा' अंतर्गत शहरातील विविध शाळांमध्ये चित्रकला स्पर्धा आयोजित करण्यात आली होती. 'माझी स्वच्छ शाळा – सुंदर परिसर' या विषयावर शेकडो विद्यार्थ्यांनी आपली चित्रे सादर केली. — [22, 914, 144, 1034]
winner-line: द्वितीय क्रमांक : तन्मय अतुल दंडे — [1337, 1649, 1451, 1660]
